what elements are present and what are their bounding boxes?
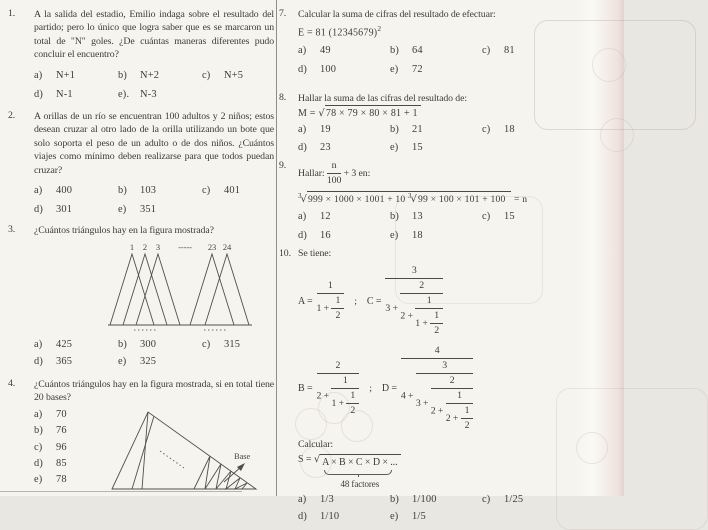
option-b: b) 103	[118, 185, 157, 197]
option-d: d) 365	[34, 356, 73, 368]
underbrace-icon	[324, 470, 392, 475]
problem-text: Calcular la suma de cifras del resultado de efectuar:	[298, 9, 496, 20]
figure-label: 24	[222, 242, 232, 253]
option-d: d) 16	[298, 230, 331, 242]
base-label: Base	[234, 450, 251, 461]
option-c: c) 18	[482, 124, 515, 136]
formula: $^3$√999 × 1000 × 1001 + 10 $^3$√99 × 100 × 101 + 100 = n	[298, 192, 528, 206]
option-a: a) 49	[298, 44, 331, 56]
options-row	[298, 64, 609, 75]
problem-text: ¿Cuántos triángulos hay en la figura mostrada?	[34, 225, 214, 236]
option-d: d) 1/10	[298, 511, 340, 522]
problem-text: Hallar la suma de las cifras del resultado de:	[298, 93, 467, 104]
continued-fraction-A: 1 1 + $\frac{1}{2}$	[317, 280, 345, 322]
options-row	[298, 230, 609, 241]
option-a: a) 70	[34, 408, 67, 420]
option-a: a) N+1	[34, 69, 76, 81]
figure-label: 3	[155, 242, 161, 253]
problem-10	[279, 248, 609, 522]
problem-3	[8, 224, 274, 367]
problem-number: 3.	[8, 224, 16, 235]
options-row	[34, 89, 274, 100]
formula: M = √78 × 79 × 80 × 81 + 1	[298, 108, 609, 119]
option-c: c) 81	[482, 44, 515, 56]
option-e: e) 72	[390, 63, 423, 75]
options-row	[298, 45, 609, 56]
radical-icon: √	[313, 454, 321, 465]
option-c: c) 15	[482, 211, 515, 223]
radical-icon: √	[300, 194, 308, 206]
option-b: b) 1/100	[390, 494, 437, 505]
figure-label: 23	[207, 242, 217, 253]
options-row	[34, 204, 274, 215]
column-divider	[276, 0, 277, 496]
options-row	[298, 494, 609, 505]
problem-9	[279, 160, 609, 241]
problem-number: 1.	[8, 8, 16, 19]
continued-fraction-B: 2 2 + 1 1 + $\frac{1}{2}$	[317, 360, 360, 417]
problem-text: A orillas de un río se encuentran 100 adultos y 2 niños; estos desean cruzar al otro lado de la orilla utilizando un bote que solo soporta el peso de un adulto o de dos niños. ¿Cuántos viajes como mínimo deben realizarse para que todos puedan cruzar?	[34, 111, 274, 176]
radical-icon: √	[318, 108, 325, 120]
option-e: e) 78	[34, 474, 67, 486]
option-e: e). N-3	[118, 88, 157, 100]
option-b: b) 13	[390, 211, 423, 223]
formula-S: S = √ A × B × C × D × ... 48 factores	[298, 454, 609, 489]
option-d: d) 23	[298, 142, 331, 154]
option-e: e) 325	[118, 356, 157, 368]
options-row	[34, 70, 274, 81]
problem-4	[8, 378, 274, 493]
option-e: e) 15	[390, 142, 423, 154]
inline-fraction: $\frac{n}{100}$	[326, 160, 342, 186]
formula: E = 81 $(12345679)^2$	[298, 24, 382, 39]
option-a: a) 400	[34, 185, 73, 197]
options-row	[298, 124, 609, 135]
options-row	[298, 511, 609, 522]
option-a: a) 1/3	[298, 494, 334, 505]
problem-number: 9.	[279, 160, 287, 171]
option-b: b) 21	[390, 124, 423, 136]
option-b: b) N+2	[118, 69, 160, 81]
option-a: a) 425	[34, 339, 73, 351]
options-column	[34, 407, 108, 489]
problem-intro: Se tiene:	[298, 248, 332, 259]
continued-fraction-D: 4 4 + 3 3 + 2 2 + 1 2 + $\frac{1}{2}$	[401, 345, 474, 432]
option-e: e) 18	[390, 230, 423, 242]
option-c: c) 96	[34, 441, 67, 453]
figure-label-ellipsis: -----	[178, 242, 192, 253]
problem-number: 7.	[279, 8, 287, 19]
option-c: c) 315	[202, 339, 241, 351]
figure-label: 1	[129, 242, 135, 253]
options-row	[298, 142, 609, 153]
option-b: b) 64	[390, 44, 423, 56]
fractions-row-BD: B = 2 2 + 1 1 + $\frac{1}{2}$ ; D = 4 4 + 3 3 + 2 2 + 1 2 + $\frac{1}{2}$	[298, 345, 609, 432]
overlapping-triangles-figure	[106, 241, 256, 335]
option-b: b) 76	[34, 425, 67, 437]
option-c: c) N+5	[202, 69, 244, 81]
fractions-row-AC: A = 1 1 + $\frac{1}{2}$ ; C = 3 3 + 2 2 + 1 1 + $\frac{1}{2}$	[298, 265, 609, 337]
continued-fraction-C: 3 3 + 2 2 + 1 1 + $\frac{1}{2}$	[385, 265, 443, 337]
option-d: d) 100	[298, 63, 337, 75]
option-c: c) 1/25	[482, 494, 524, 505]
option-e: e) 1/5	[390, 511, 426, 522]
problem-number: 10.	[279, 248, 291, 259]
problem-number: 8.	[279, 92, 287, 103]
calc-label: Calcular:	[298, 439, 334, 450]
option-d: d) 85	[34, 458, 67, 470]
problem-number: 2.	[8, 110, 16, 121]
option-b: b) 300	[118, 339, 157, 351]
problem-8	[279, 92, 609, 153]
options-row	[34, 339, 274, 350]
problem-number: 4.	[8, 378, 16, 389]
option-d: d) N-1	[34, 88, 73, 100]
figure-label: 2	[142, 242, 148, 253]
problem-text: ¿Cuántos triángulos hay en la figura mostrada, si en total tiene 20 bases?	[34, 379, 274, 404]
option-a: a) 12	[298, 211, 331, 223]
option-d: d) 301	[34, 204, 73, 216]
radical-icon: √	[410, 194, 418, 206]
problem-1	[8, 8, 274, 100]
option-e: e) 351	[118, 204, 157, 216]
problem-7	[279, 8, 609, 75]
problem-text: A la salida del estadio, Emilio indaga sobre el resultado del partido; pero lo único que logra saber que es se marcaron un total de "N" goles. ¿De cuántas maneras diferentes pudo concluir el encuentro?	[34, 9, 274, 61]
options-row	[34, 356, 274, 367]
triangle-bases-figure	[108, 407, 268, 493]
option-c: c) 401	[202, 185, 241, 197]
problem-2	[8, 110, 274, 215]
problem-intro: Hallar: $\frac{n}{100}$ + 3 en:	[298, 160, 371, 186]
options-row	[298, 211, 609, 222]
option-a: a) 19	[298, 124, 331, 136]
options-row	[34, 185, 274, 196]
triangles-figure-wrapper	[106, 241, 274, 335]
